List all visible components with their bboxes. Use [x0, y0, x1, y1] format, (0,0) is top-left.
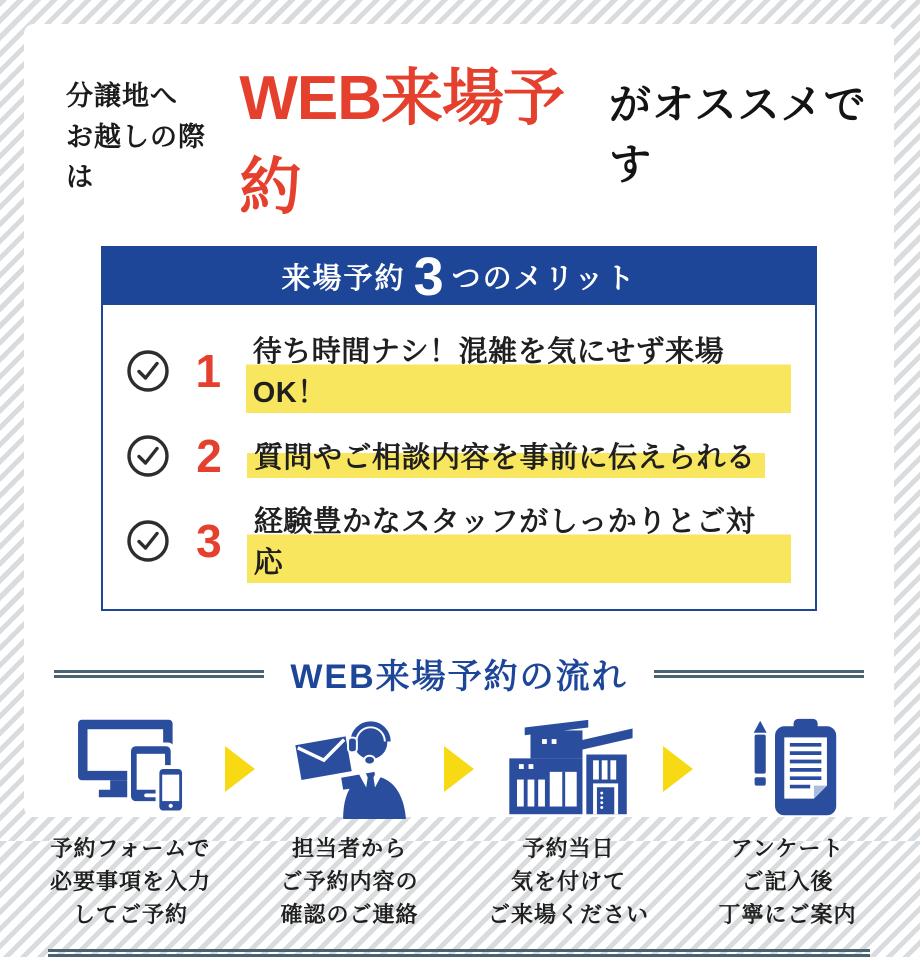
header	[66, 48, 894, 226]
step-caption-line: 丁寧にご案内	[718, 902, 857, 927]
step-caption	[280, 832, 418, 931]
step-caption-line: 予約フォームで	[50, 836, 211, 861]
merits-banner	[103, 248, 815, 305]
step-caption-line: 担当者から	[291, 836, 407, 861]
title-accent: WEB来場予約	[239, 64, 564, 222]
merit-number: 1	[195, 345, 222, 397]
operator-icon	[290, 716, 410, 820]
devices-icon	[72, 716, 190, 820]
step-caption-line: 気を付けて	[510, 869, 626, 894]
title-suffix: がオススメです	[609, 81, 867, 188]
intro-text	[66, 76, 225, 198]
merits-box	[101, 246, 817, 611]
merit-text: 待ち時間ナシ！混雑を気にせず来場OK！	[246, 329, 791, 413]
check-circle-icon	[125, 518, 171, 564]
merit-text: 質問やご相談内容を事前に伝えられる	[247, 435, 765, 478]
flow-step-1	[36, 716, 225, 931]
merit-row-3	[125, 499, 791, 583]
step-caption-line: 予約当日	[522, 836, 615, 861]
arrow-right-icon	[444, 746, 474, 792]
step-caption-line: アンケート	[730, 836, 845, 861]
merit-number: 3	[196, 515, 222, 567]
merit-list	[103, 305, 815, 609]
check-circle-icon	[125, 433, 171, 479]
banner-count: 3	[413, 246, 444, 307]
flow-step-3	[474, 716, 663, 931]
bottom-divider	[48, 949, 870, 957]
double-line-left	[54, 670, 264, 678]
flow-step-2	[255, 716, 444, 931]
steps-row	[36, 716, 882, 931]
house-icon	[501, 716, 637, 820]
banner-prefix: 来場予約	[281, 263, 406, 295]
clipboard-icon	[736, 716, 840, 820]
double-line-right	[654, 670, 864, 678]
merit-row-2	[125, 430, 791, 482]
flow-step-4	[693, 716, 882, 931]
step-caption-line: してご予約	[72, 902, 188, 927]
check-circle-icon	[125, 348, 171, 394]
flow-title: WEB来場予約の流れ	[290, 658, 628, 696]
arrow-right-icon	[663, 746, 693, 792]
flyer-canvas	[24, 24, 894, 927]
step-caption-line: ご来場ください	[487, 902, 649, 927]
step-caption	[488, 832, 649, 931]
intro-line-1: 分譲地へ	[66, 81, 178, 112]
intro-line-2: お越しの際は	[66, 121, 206, 193]
step-caption	[718, 832, 856, 931]
step-caption	[50, 832, 211, 931]
banner-suffix: つのメリット	[451, 263, 637, 295]
flow-heading	[54, 649, 864, 698]
merit-number: 2	[196, 430, 222, 482]
arrow-right-icon	[225, 746, 255, 792]
merit-row-1	[125, 329, 791, 413]
merit-text: 経験豊かなスタッフがしっかりとご対応	[247, 499, 791, 583]
step-caption-line: 必要事項を入力	[49, 869, 211, 894]
step-caption-line: 確認のご連絡	[280, 902, 419, 927]
step-caption-line: ご記入後	[741, 869, 834, 894]
step-caption-line: ご予約内容の	[280, 869, 419, 894]
main-title	[239, 48, 894, 226]
